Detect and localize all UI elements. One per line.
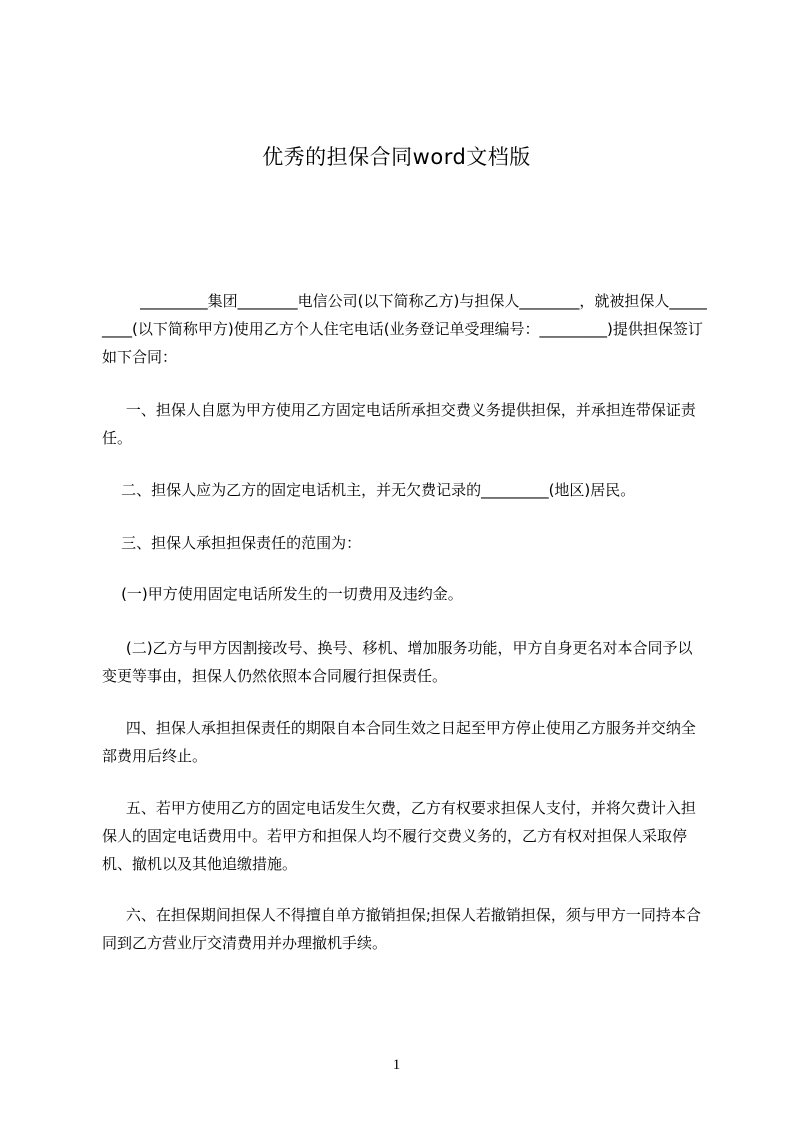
document-title: 优秀的担保合同word文档版 <box>262 145 531 169</box>
page-number: 1 <box>392 1057 401 1073</box>
paragraph-preamble: _________集团________电信公司(以下简称乙方)与担保人________，就被担保人_________(以下简称甲方)使用乙方个人住宅电话(业务登记单受理编号：_________)提供担保签订如下合同： <box>102 292 707 366</box>
paragraph-clause-5: 五、若甲方使用乙方的固定电话发生欠费，乙方有权要求担保人支付，并将欠费计入担保人的固定电话费用中。若甲方和担保人均不履行交费义务的，乙方有权对担保人采取停机、撤机以及其他追缴措施。 <box>102 799 696 873</box>
paragraph-clause-3-item-2: (二)乙方与甲方因割接改号、换号、移机、增加服务功能，甲方自身更名对本合同予以变更等事由，担保人仍然依照本合同履行担保责任。 <box>102 639 693 685</box>
paragraph-clause-2: 二、担保人应为乙方的固定电话机主，并无欠费记录的_________(地区)居民。 <box>102 481 636 499</box>
paragraph-clause-3: 三、担保人承担担保责任的范围为： <box>102 534 362 552</box>
paragraph-clause-4: 四、担保人承担担保责任的期限自本合同生效之日起至甲方停止使用乙方服务并交纳全部费用后终止。 <box>102 719 696 765</box>
paragraph-clause-6: 六、在担保期间担保人不得擅自单方撤销担保;担保人若撤销担保，须与甲方一同持本合同到乙方营业厅交清费用并办理撤机手续。 <box>102 906 701 952</box>
paragraph-clause-1: 一、担保人自愿为甲方使用乙方固定电话所承担交费义务提供担保，并承担连带保证责任。 <box>102 401 696 447</box>
paragraph-clause-3-item-1: (一)甲方使用固定电话所发生的一切费用及违约金。 <box>102 585 463 603</box>
